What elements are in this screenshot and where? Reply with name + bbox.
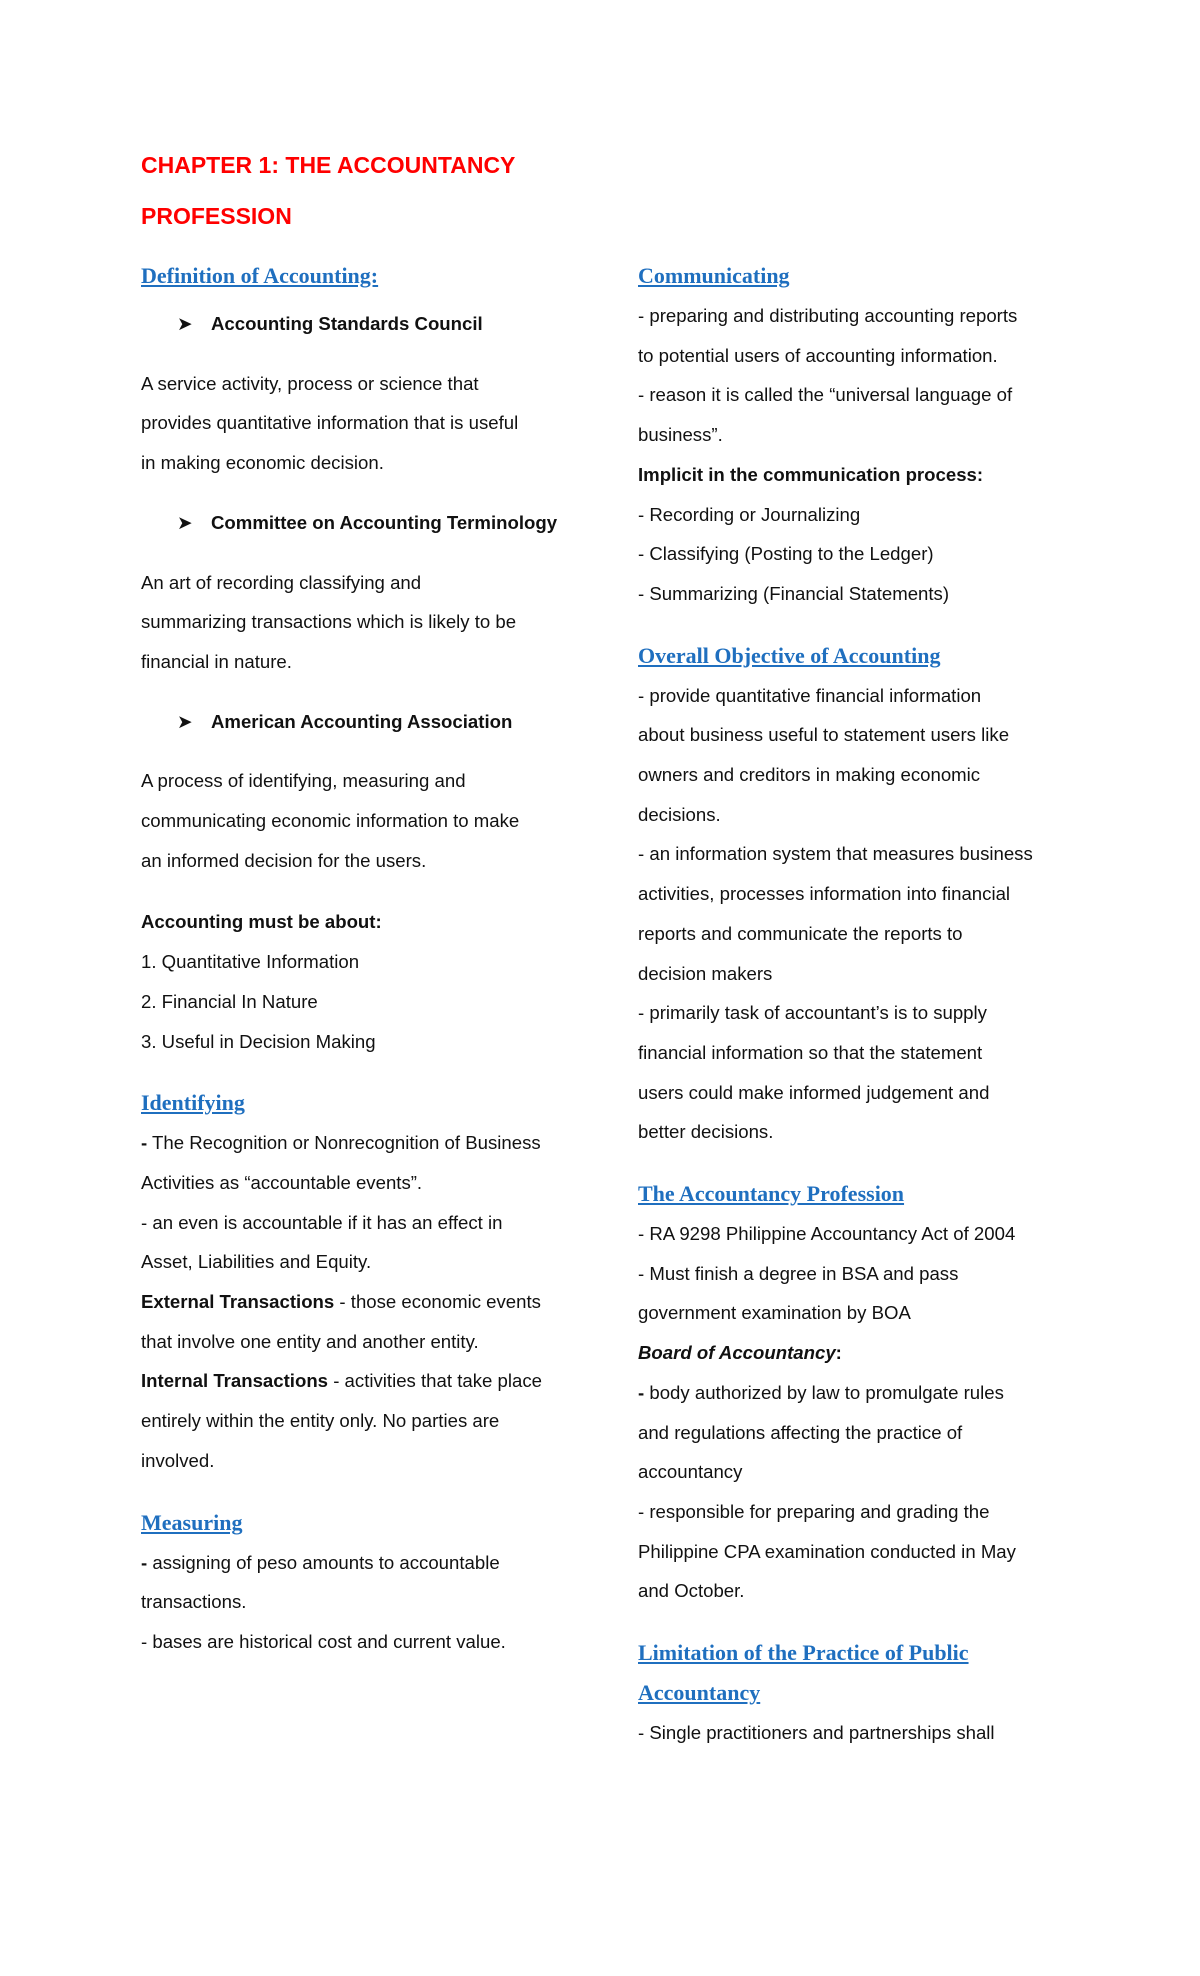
- definition-text-3: A process of identifying, measuring and communicating economic information to make an informed decision for the users.: [141, 770, 520, 871]
- definition-text-1: A service activity, process or science that provides quantitative information that is useful in making economic decision.: [141, 372, 519, 474]
- board-of-accountancy-label: Board of Accountancy:: [638, 1342, 842, 1364]
- definition-text-2: An art of recording classifying and summarizing transactions which is likely to be financial in nature.: [141, 571, 517, 672]
- identifying-heading: Identifying: [141, 1090, 245, 1116]
- arrow-bullet-icon: ➤: [177, 313, 193, 334]
- limitation-section: Limitation of the Practice of Public Accountancy - Single practitioners and partnerships shall: [638, 1633, 1078, 1753]
- measuring-heading: Measuring: [141, 1509, 243, 1535]
- right-column: [638, 256, 1078, 1753]
- must-be-about-label: Accounting must be about:: [141, 911, 382, 933]
- profession-heading: The Accountancy Profession: [638, 1181, 905, 1207]
- profession-section: The Accountancy Profession - RA 9298 Philippine Accountancy Act of 2004 - Must finish a degree in BSA and pass government examination by BOA Board of Accountancy: - body authorized by law to promulgate rules and regulations affecting the practice of accountancy - responsible for preparing and grading the Philippine CPA examination conducted in May and October.: [638, 1174, 1078, 1611]
- communicating-heading: Communicating: [638, 263, 790, 288]
- definition-heading: Definition of Accounting:: [141, 263, 379, 288]
- definition-source-2: ➤ Committee on Accounting Terminology: [141, 503, 581, 543]
- must-be-about: [141, 902, 581, 1061]
- definition-source-1: ➤ Accounting Standards Council: [141, 304, 581, 344]
- limitation-heading-cont: Accountancy: [638, 1680, 761, 1706]
- communicating-section: Communicating - preparing and distributing accounting reports to potential users of accounting information. - reason it is called the “universal language of business”. Implicit in the communication process: - Recording or Journalizing - Classifying (Posting to the Ledger) - Summarizing (Financial Statements): [638, 256, 1078, 614]
- limitation-heading: Limitation of the Practice of Public: [638, 1640, 969, 1666]
- definition-source-3: ➤ American Accounting Association: [141, 702, 581, 742]
- internal-transactions: Internal Transactions - activities that take place: [141, 1370, 542, 1392]
- objective-heading: Overall Objective of Accounting: [638, 642, 941, 668]
- chapter-title-line-2: PROFESSION: [141, 203, 292, 229]
- must-be-item: 3. Useful in Decision Making: [141, 1030, 376, 1052]
- must-be-item: 2. Financial In Nature: [141, 990, 318, 1012]
- arrow-bullet-icon: ➤: [177, 511, 193, 533]
- left-column: [141, 256, 581, 1662]
- must-be-item: 1. Quantitative Information: [141, 951, 360, 973]
- chapter-title-line-1: CHAPTER 1: THE ACCOUNTANCY: [141, 152, 516, 178]
- identifying-section: Identifying - The Recognition or Nonrecognition of Business Activities as “accountable events”. - an even is accountable if it has an effect in Asset, Liabilities and Equity. External Transactions - those economic events that involve one entity and another entity. Internal Transactions - activities that take place entirely within the entity only. No parties are involved.: [141, 1083, 581, 1480]
- chapter-title: [141, 140, 621, 242]
- measuring-section: Measuring - assigning of peso amounts to accountable transactions. - bases are historical cost and current value.: [141, 1503, 581, 1662]
- external-transactions: External Transactions - those economic events: [141, 1291, 541, 1313]
- objective-section: Overall Objective of Accounting - provide quantitative financial information about business useful to statement users like owners and creditors in making economic decisions. - an information system that measures business activities, processes information into financial reports and communicate the reports to decision makers - primarily task of accountant’s is to supply financial information so that the statement users could make informed judgement and better decisions.: [638, 636, 1078, 1152]
- arrow-bullet-icon: ➤: [177, 710, 193, 732]
- implicit-label: Implicit in the communication process:: [638, 463, 984, 485]
